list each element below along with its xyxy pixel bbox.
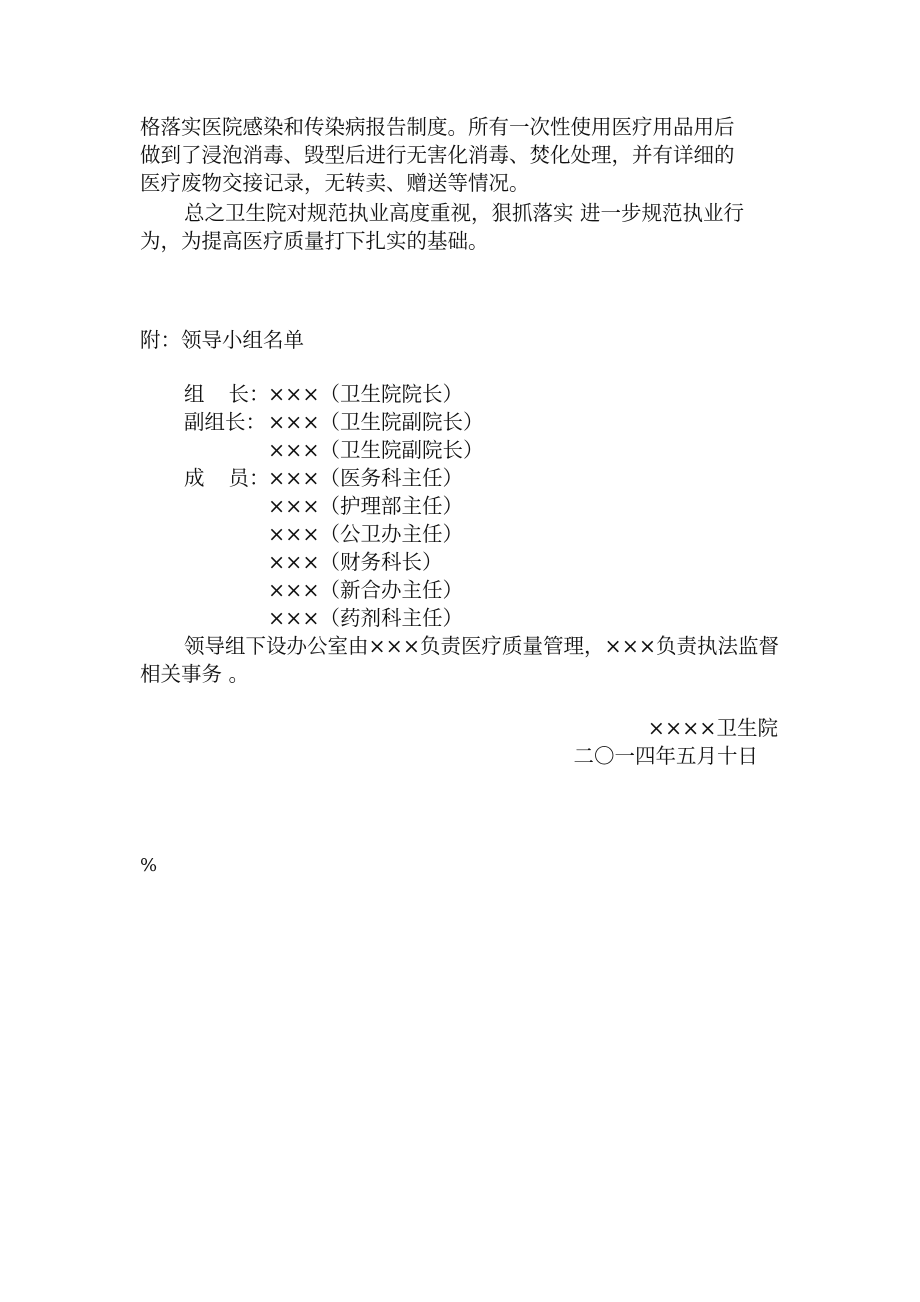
body-line-1: 格落实医院感染和传染病报告制度。所有一次性使用医疗用品用后 — [140, 115, 735, 139]
office-note-line-2: 相关事务 。 — [140, 662, 250, 686]
member-entry-3: ×××（卫生院副院长） — [268, 438, 484, 462]
summary-line-2: 为，为提高医疗质量打下扎实的基础。 — [140, 229, 489, 253]
member-entry-5: ×××（护理部主任） — [268, 494, 464, 518]
role-leader — [184, 380, 268, 408]
role-leader-char1: 组 — [184, 382, 205, 406]
member-entry-9: ×××（药剂科主任） — [268, 606, 464, 630]
body-line-2: 做到了浸泡消毒、毁型后进行无害化消毒、焚化处理，并有详细的 — [140, 143, 735, 167]
role-leader-char2: 长： — [228, 382, 270, 406]
signature-date: 二〇一四年五月十日 — [573, 744, 758, 768]
member-entry-2: ×××（卫生院副院长） — [268, 410, 484, 434]
member-entry-7: ×××（财务科长） — [268, 550, 443, 574]
member-entry-4: ×××（医务科主任） — [268, 466, 464, 490]
member-entry-6: ×××（公卫办主任） — [268, 522, 464, 546]
role-member — [184, 464, 268, 492]
office-note-line-1: 领导组下设办公室由×××负责医疗质量管理，×××负责执法监督 — [184, 634, 780, 658]
role-member-char2: 员： — [228, 466, 270, 490]
signature-organization: ××××卫生院 — [647, 716, 778, 740]
member-entry-8: ×××（新合办主任） — [268, 578, 464, 602]
footer-mark: % — [140, 855, 158, 876]
role-member-char1: 成 — [184, 466, 205, 490]
member-entry-1: ×××（卫生院院长） — [268, 382, 464, 406]
summary-line-1: 总之卫生院对规范执业高度重视，狠抓落实 进一步规范执业行 — [184, 201, 745, 225]
body-line-3: 医疗废物交接记录，无转卖、赠送等情况。 — [140, 171, 530, 195]
role-deputy: 副组长： — [184, 410, 266, 434]
attachment-title: 附：领导小组名单 — [140, 328, 304, 352]
